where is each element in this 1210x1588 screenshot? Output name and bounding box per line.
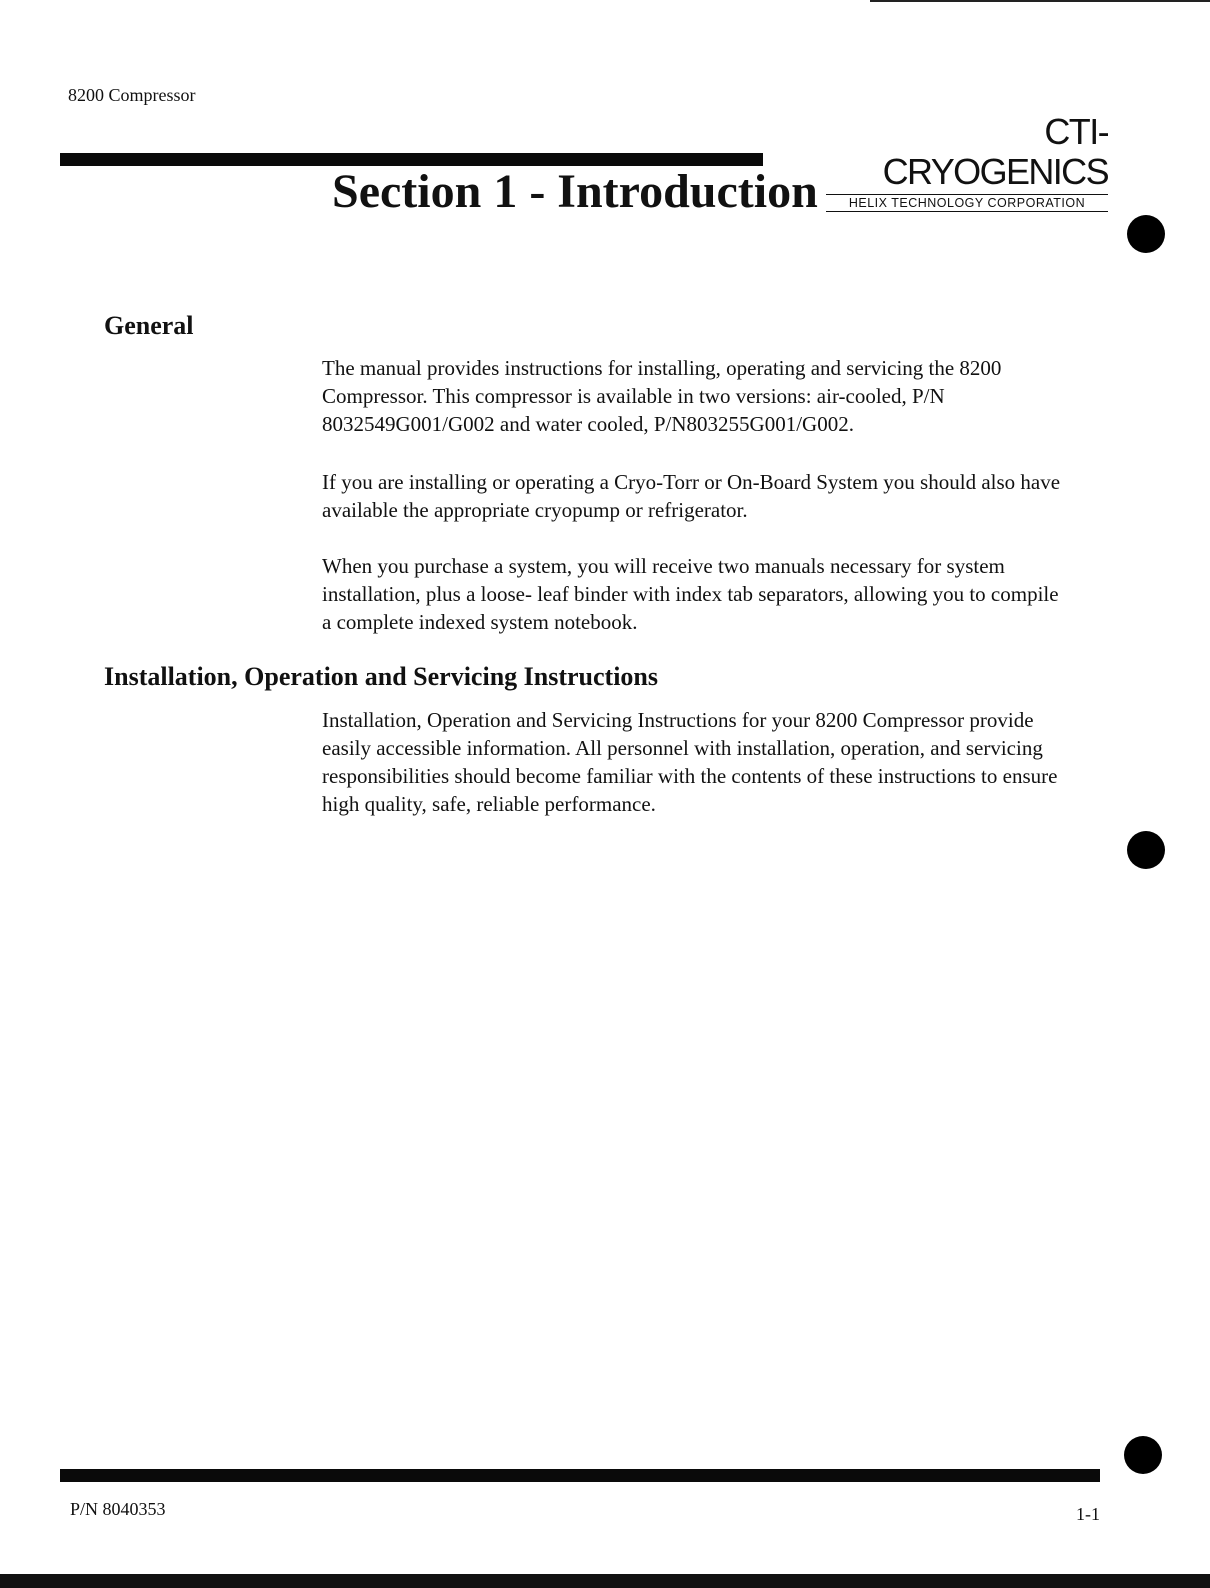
binder-hole-bottom — [1124, 1436, 1162, 1474]
logo-wordmark: CTI-CRYOGENICS — [882, 111, 1108, 192]
scan-bottom-edge — [0, 1574, 1210, 1588]
footer-rule — [60, 1469, 1100, 1482]
company-logo — [826, 112, 1108, 212]
paragraph-general-2: If you are installing or operating a Cryo-Torr or On-Board System you should also have available the appropriate cryopump or refrigerator. — [322, 470, 1061, 522]
section-title: Section 1 - Introduction — [332, 165, 818, 218]
paragraph-installation-1: Installation, Operation and Servicing Instructions for your 8200 Compressor provide easily accessible information. All personnel with installation, operation, and servicing responsibilities should become familiar with the contents of these instructions to ensure high quality, safe, reliable performance. — [322, 708, 1058, 816]
heading-installation: Installation, Operation and Servicing Instructions — [104, 662, 659, 691]
logo-tagline: HELIX TECHNOLOGY CORPORATION — [826, 194, 1108, 212]
heading-general: General — [104, 311, 194, 340]
running-head: 8200 Compressor — [68, 85, 196, 105]
paragraph-general-1: The manual provides instructions for installing, operating and servicing the 8200 Compressor. This compressor is available in two versions: air-cooled, P/N 8032549G001/G002 and water cooled, P/N803255G001/G002. — [322, 356, 1002, 436]
paragraph-general-3: When you purchase a system, you will receive two manuals necessary for system installation, plus a loose- leaf binder with index tab separators, allowing you to compile a complete indexed system notebook. — [322, 554, 1059, 634]
footer-page-number: 1-1 — [1076, 1504, 1100, 1524]
footer-part-number: P/N 8040353 — [70, 1499, 166, 1519]
binder-hole-middle — [1127, 831, 1165, 869]
binder-hole-top — [1127, 215, 1165, 253]
scan-edge-line — [870, 0, 1210, 2]
